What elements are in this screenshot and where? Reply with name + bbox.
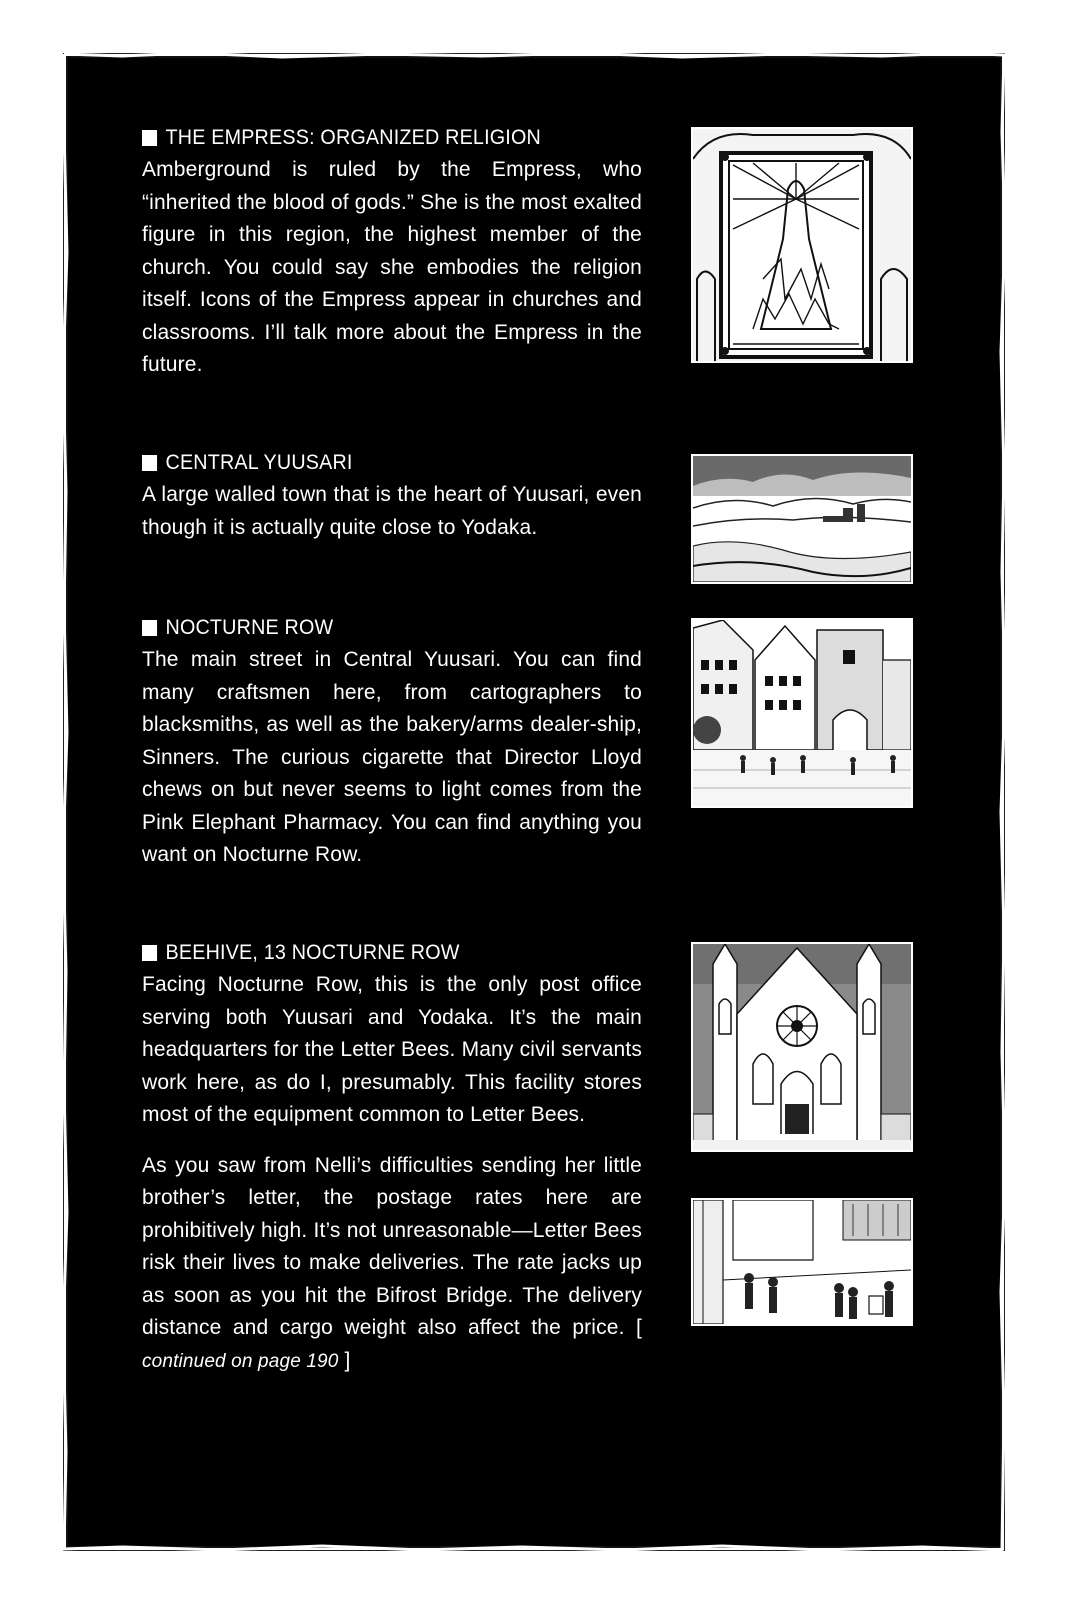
section-heading — [142, 447, 612, 479]
square-bullet-icon — [142, 130, 157, 146]
street-icon — [693, 620, 911, 806]
section-body: Amberground is ruled by the Empress, who “inherited the blood of gods.” She is the most exalted figure in this region, the highest member of the church. You could say she embodies the religion itself. Icons of the Empress appear in churches and classrooms. I’ll talk more about the Empress in the future. — [142, 158, 642, 376]
landscape-icon — [693, 456, 911, 582]
section-heading — [142, 937, 612, 969]
beehive-cathedral-illustration — [691, 942, 913, 1152]
interior-icon — [693, 1200, 911, 1324]
section-beehive — [142, 937, 642, 1378]
section-body: Facing Nocturne Row, this is the only post office serving both Yuusari and Yodaka. It’s the main headquarters for the Letter Bees. Many civil servants work here, as do I, presumably. This facility stores most of the equipment common to Letter Bees. — [142, 973, 642, 1126]
section-empress — [142, 122, 642, 382]
section-body: A large walled town that is the heart of Yuusari, even though it is actually quite close to Yodaka. — [142, 483, 642, 539]
nocturne-row-street-illustration — [691, 618, 913, 808]
cathedral-icon — [693, 944, 911, 1150]
section-central-yuusari — [142, 447, 642, 544]
heading-text: CENTRAL YUUSARI — [165, 451, 353, 474]
section-body: The main street in Central Yuusari. You can find many craftsmen here, from cartographers to blacksmiths, as well as the bakery/arms dealer-ship, Sinners. The curious cigarette that Director Lloyd chews on but never seems to light comes from the Pink Elephant Pharmacy. You can find anything you want on Nocturne Row. — [142, 648, 642, 866]
section-nocturne-row — [142, 612, 642, 872]
continued-note: continued on page 190 — [142, 1350, 339, 1372]
heading-text: BEEHIVE, 13 NOCTURNE ROW — [165, 941, 460, 964]
body-text: As you saw from Nelli’s difficulties sending her little brother’s letter, the postage rates here are prohibitively high. It’s not unreasonable—Letter Bees risk their lives to make deliveries. The rate jacks up as soon as you hit the Bifrost Bridge. The delivery distance and cargo weight also affect the price. [ — [142, 1153, 642, 1339]
beehive-interior-illustration — [691, 1198, 913, 1326]
closing-bracket: ] — [344, 1348, 351, 1372]
section-heading — [142, 122, 612, 154]
section-heading — [142, 612, 612, 644]
square-bullet-icon — [142, 945, 157, 961]
heading-text: NOCTURNE ROW — [165, 616, 334, 639]
square-bullet-icon — [142, 620, 157, 636]
section-body-continued — [142, 1150, 642, 1379]
heading-text: THE EMPRESS: ORGANIZED RELIGION — [165, 126, 541, 149]
square-bullet-icon — [142, 455, 157, 471]
empress-stained-glass-illustration — [691, 127, 913, 363]
stained-glass-icon — [693, 129, 911, 361]
central-yuusari-landscape-illustration — [691, 454, 913, 584]
content-panel — [68, 58, 1000, 1546]
